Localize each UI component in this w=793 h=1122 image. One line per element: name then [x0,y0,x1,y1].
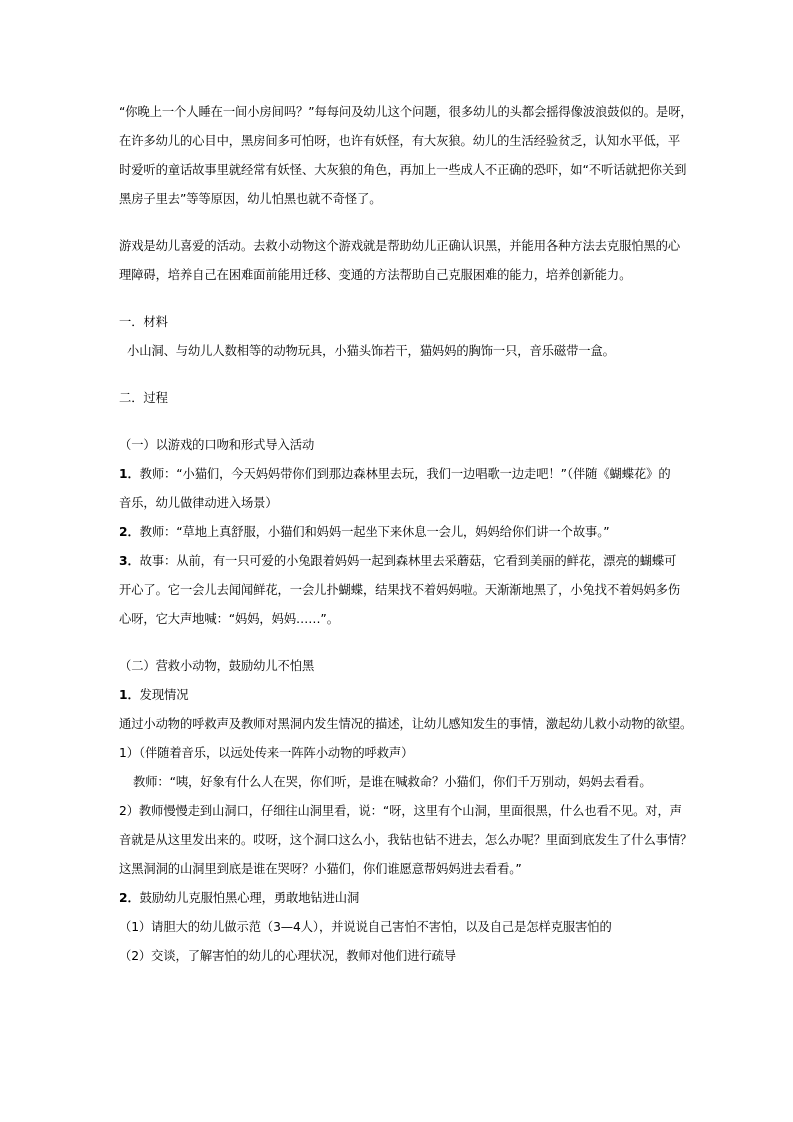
part2-sub-2-line-3: 这黑洞洞的山洞里到底是谁在哭呀？小猫们，你们谁愿意帮妈妈进去看看。” [119,862,522,876]
spacer [119,290,679,308]
item-number: 1． [119,467,140,481]
item-number: 2． [119,525,140,539]
part1-item-3 [119,547,679,576]
item-text: 发现情况 [139,688,189,702]
item-number: 2． [119,891,140,905]
part2-sub-1: 1）（伴随着音乐，以远处传来一阵阵小动物的呼救声） [119,746,414,760]
game-line-1: 游戏是幼儿喜爱的活动。去救小动物这个游戏就是帮助幼儿正确认识黑，并能用各种方法去克服怕黑的心 [119,239,681,253]
item-text: 教师：“小猫们，今天妈妈带你们到那边森林里去玩，我们一边唱歌一边走吧！”（伴随《蝴蝶花》的 [139,467,671,481]
part2-step-2-item-2: （2）交谈，了解害怕的幼儿的心理状况，教师对他们进行疏导 [119,949,457,963]
part2-title: （二）营救小动物，鼓励幼儿不怕黑 [119,659,315,673]
part2-sub-1-teacher: 教师：“咦，好象有什么人在哭，你们听，是谁在喊救命？小猫们，你们千万别动，妈妈去看看。 [133,775,652,789]
part2-step-1 [119,681,679,710]
part1-item-1-cont: 音乐，幼儿做律动进入场景） [119,496,278,510]
spacer [119,634,679,652]
part1-item-2 [119,518,679,547]
spacer [119,366,679,384]
document-page [119,98,693,971]
game-line-2: 理障碍，培养自己在困难面前能用迁移、变通的方法帮助自己克服困难的能力，培养创新能力。 [119,268,632,282]
intro-line-4: 黑房子里去”等等原因，幼儿怕黑也就不奇怪了。 [119,192,382,206]
part2-sub-2-line-1: 2）教师慢慢走到山洞口，仔细往山洞里看，说：“呀，这里有个山洞，里面很黑，什么也看不见。对，声 [119,804,682,818]
part2-sub-2-line-2: 音就是从这里发出来的。哎呀，这个洞口这么小，我钻也钻不进去，怎么办呢？里面到底发生了什么事情？ [119,833,693,847]
spacer [119,413,679,431]
spacer [119,214,679,232]
part2-step-2-item-1: （1）请胆大的幼儿做示范（3—4人），并说说自己害怕不害怕，以及自己是怎样克服害怕的 [119,920,612,934]
item-number: 3． [119,554,140,568]
section-materials-body: 小山洞、与幼儿人数相等的动物玩具，小猫头饰若干，猫妈妈的胸饰一只，音乐磁带一盒。 [127,344,615,358]
item-text: 故事：从前，有一只可爱的小兔跟着妈妈一起到森林里去采蘑菇，它看到美丽的鲜花，漂亮的蝴蝶可 [139,554,677,568]
section-process-heading: 二．过程 [119,391,168,405]
part1-item-1 [119,460,679,489]
intro-line-3: 时爱听的童话故事里就经常有妖怪、大灰狼的角色，再加上一些成人不正确的恐吓，如“不听话就把你关到 [119,163,687,177]
part1-item-3-cont-2: 心呀，它大声地喊：“妈妈，妈妈……”。 [119,612,339,626]
item-text: 鼓励幼儿克服怕黑心理，勇敢地钻进山洞 [139,891,360,905]
part1-title: （一）以游戏的口吻和形式导入活动 [119,438,315,452]
intro-line-2: 在许多幼儿的心目中，黑房间多可怕呀，也许有妖怪，有大灰狼。幼儿的生活经验贫乏，认知水平低，平 [119,134,681,148]
item-text: 教师：“草地上真舒服，小猫们和妈妈一起坐下来休息一会儿，妈妈给你们讲一个故事。” [139,525,610,539]
item-number: 1． [119,688,140,702]
part2-step-1-desc: 通过小动物的呼救声及教师对黑洞内发生情况的描述，让幼儿感知发生的事情，激起幼儿救小动物的欲望。 [119,717,693,731]
part2-step-2 [119,884,679,913]
section-materials-heading: 一．材料 [119,315,168,329]
part1-item-3-cont-1: 开心了。它一会儿去闻闻鲜花，一会儿扑蝴蝶，结果找不着妈妈啦。天渐渐地黑了，小兔找不着妈妈多伤 [119,583,681,597]
intro-line-1: “你晚上一个人睡在一间小房间吗？”每每问及幼儿这个问题，很多幼儿的头都会摇得像波浪鼓似的。是呀， [119,105,693,119]
